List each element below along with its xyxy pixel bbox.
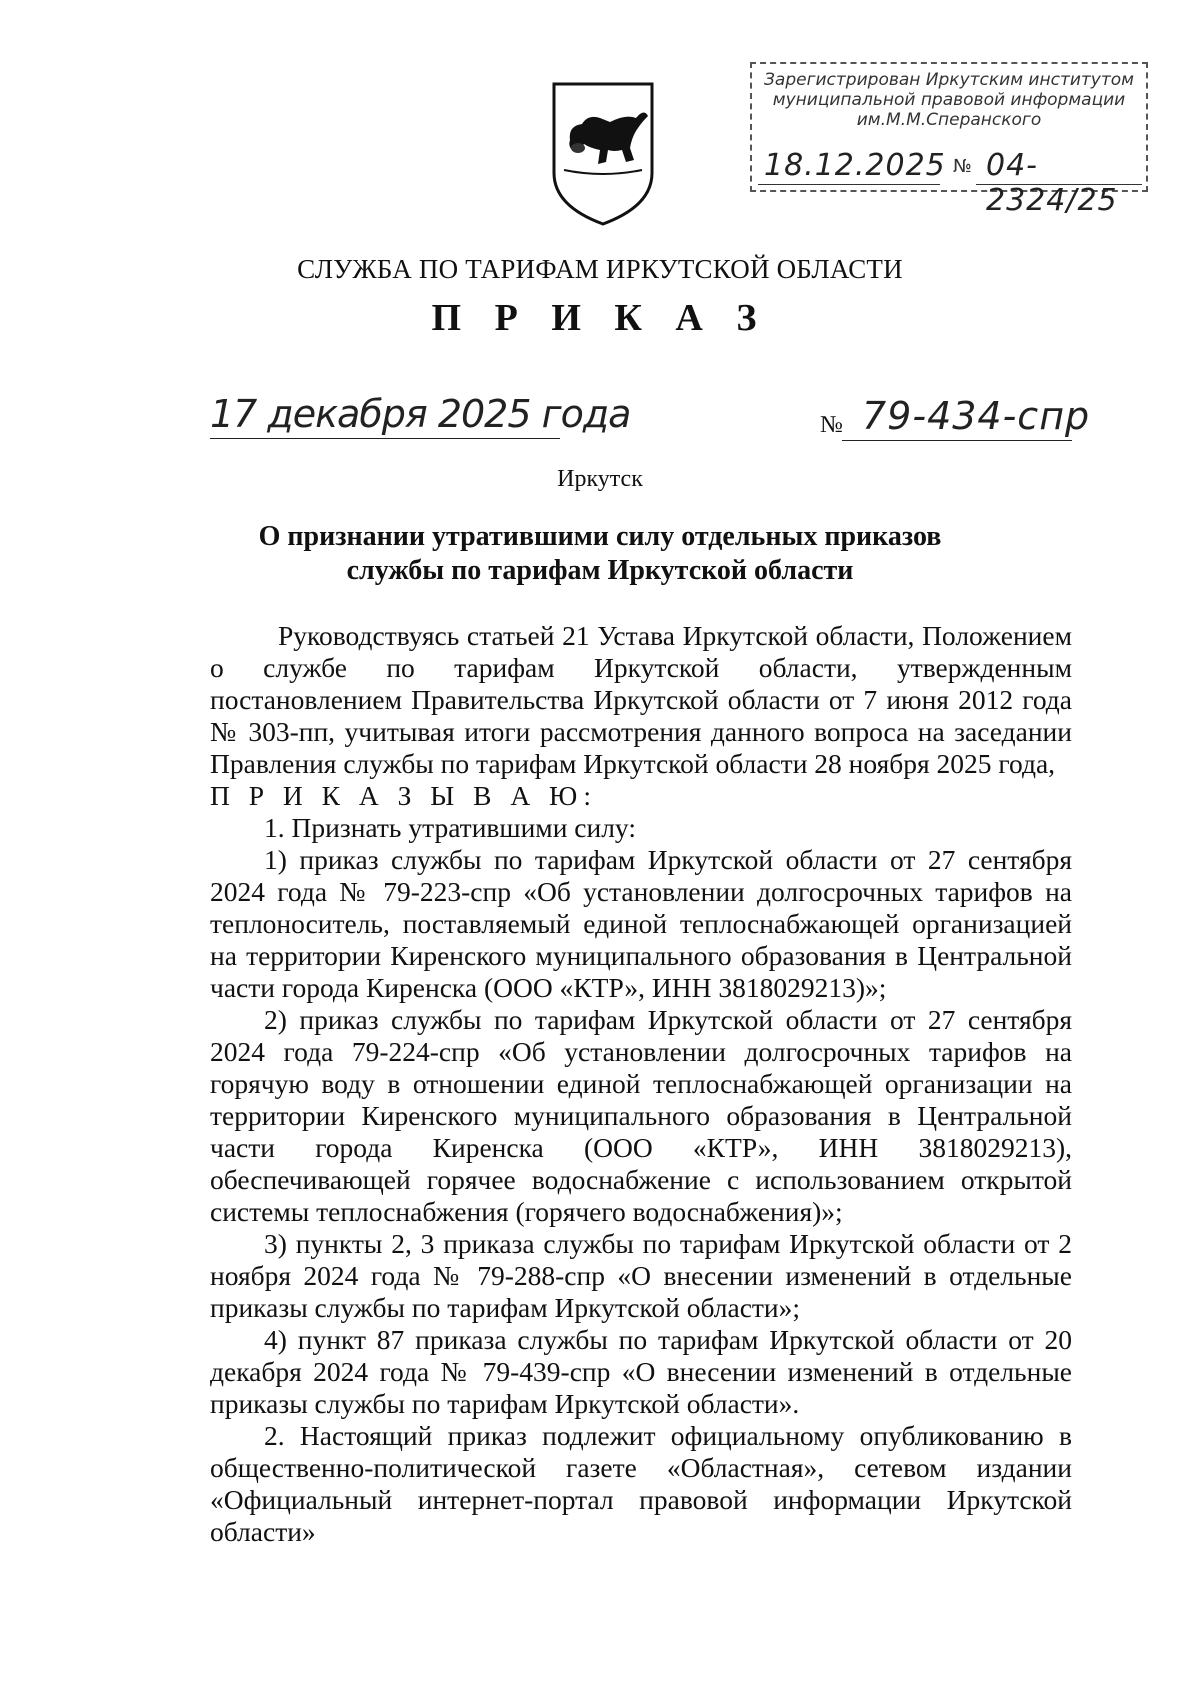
order-word: П Р И К А З Ы В А Ю: bbox=[210, 780, 597, 811]
subclause-4: 4) пункт 87 приказа службы по тарифам Иркутской области от 20 декабря 2024 года № 79-439-спр «О внесении изменений в отдельные приказы службы по тарифам Иркутской области». bbox=[210, 1324, 1072, 1419]
subclause-1: 1) приказ службы по тарифам Иркутской области от 27 сентября 2024 года № 79-223-спр «Об установлении долгосрочных тарифов на теплоноситель, поставляемый единой теплоснабжающей организацией на территории Киренского муниципального образования в Центральной части города Киренска (ООО «КТР», ИНН 3818029213)»; bbox=[210, 844, 1072, 1003]
document-body bbox=[210, 620, 1072, 1548]
coat-of-arms-emblem bbox=[548, 78, 658, 228]
document-title: О признании утратившими силу отдельных приказов службы по тарифам Иркутской области bbox=[258, 521, 942, 586]
stamp-date-underline bbox=[758, 184, 940, 185]
stamp-date: 18.12.2025 bbox=[764, 148, 946, 183]
number-underline bbox=[842, 440, 1072, 441]
city-name: Иркутск bbox=[557, 466, 643, 492]
stamp-number-label: № bbox=[953, 156, 972, 177]
document-type-heading: П Р И К А З bbox=[431, 297, 769, 339]
registration-stamp bbox=[750, 62, 1148, 218]
stamp-number-underline bbox=[976, 184, 1142, 185]
stamp-registration-row bbox=[758, 148, 1144, 218]
handwritten-order-number: 79-434-спр bbox=[862, 394, 1091, 438]
clause-1: 1. Признать утратившими силу: bbox=[264, 812, 636, 843]
clause-2: 2. Настоящий приказ подлежит официальному опубликованию в общественно-политической газете «Областная», сетевом издании «Официальный интернет-портал правовой информации Иркутской области» bbox=[210, 1420, 1072, 1547]
stamp-number: 04-2324/25 bbox=[986, 148, 1118, 218]
subclause-3: 3) пункты 2, 3 приказа службы по тарифам Иркутской области от 2 ноября 2024 года № 79-288-спр «О внесении изменений в отдельные приказы службы по тарифам Иркутской области»; bbox=[210, 1228, 1072, 1323]
stamp-line-3: им.М.М.Сперанского bbox=[856, 110, 1042, 130]
subclause-2: 2) приказ службы по тарифам Иркутской области от 27 сентября 2024 года 79-224-спр «Об установлении долгосрочных тарифов на горячую воду в отношении единой теплоснабжающей организации на территории Киренского муниципального образования в Центральной части города Киренска (ООО «КТР», ИНН 3818029213), обеспечивающей горячее водоснабжение с использованием открытой системы теплоснабжения (горячего водоснабжения)»; bbox=[210, 1004, 1072, 1227]
date-underline bbox=[210, 438, 560, 439]
agency-name: СЛУЖБА ПО ТАРИФАМ ИРКУТСКОЙ ОБЛАСТИ bbox=[297, 254, 903, 284]
stamp-line-2: муниципальной правовой информации bbox=[772, 90, 1126, 110]
preamble-paragraph: Руководствуясь статьей 21 Устава Иркутской области, Положением о службе по тарифам Иркутской области, утвержденным постановлением Правительства Иркутской области от 7 июня 2012 года № 303-пп, учитывая итоги рассмотрения данного вопроса на заседании Правления службы по тарифам Иркутской области 28 ноября 2025 года, bbox=[210, 620, 1072, 779]
order-number-label: № bbox=[820, 412, 843, 438]
stamp-line-1: Зарегистрирован Иркутским институтом bbox=[764, 70, 1134, 90]
handwritten-date: 17 декабря 2025 года bbox=[210, 392, 631, 436]
